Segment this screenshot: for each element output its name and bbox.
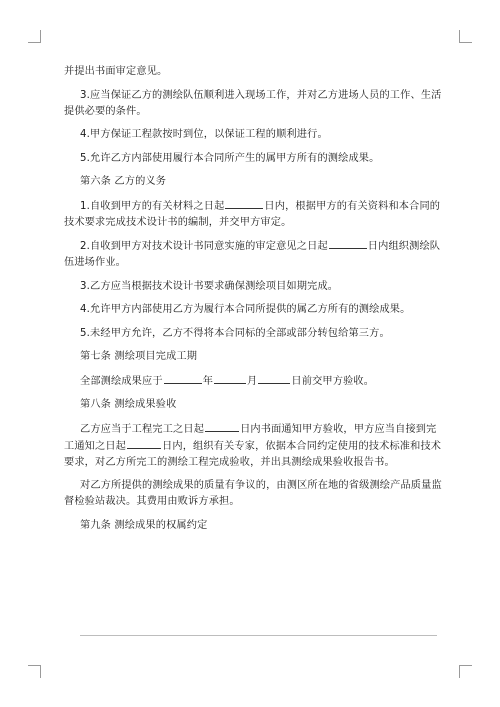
text: 并提出书面审定意见。 bbox=[64, 66, 168, 77]
blank-days-3[interactable] bbox=[205, 421, 239, 432]
blank-month[interactable] bbox=[214, 373, 246, 384]
blank-days-2[interactable] bbox=[329, 238, 367, 249]
text: 第八条 测绘成果验收 bbox=[80, 399, 177, 410]
blank-day[interactable] bbox=[258, 373, 290, 384]
text: 2.自收到甲方对技术设计书同意实施的审定意见之日起 bbox=[80, 241, 328, 252]
crop-mark-bottom-left bbox=[28, 665, 41, 678]
paragraph-6-2 bbox=[64, 238, 442, 271]
paragraph-6-5 bbox=[64, 326, 442, 342]
paragraph-6-1 bbox=[64, 198, 442, 231]
paragraph-7 bbox=[64, 373, 442, 390]
text: 对乙方所提供的测绘成果的质量有争议的，由测区所在地的省级测绘产品质量监督检验站裁决。其费用由败诉方承担。 bbox=[64, 480, 442, 507]
blank-days-4[interactable] bbox=[127, 438, 161, 449]
text: 月 bbox=[247, 375, 258, 387]
text: 5.未经甲方允许，乙方不得将本合同标的全部或部分转包给第三方。 bbox=[80, 327, 390, 339]
text: 日内，组织有关专家，依据本合同约定使用的技术标准和技术要求，对乙方所完工的测绘工程完成验收，并出具测绘成果验收报告书。 bbox=[64, 440, 442, 468]
blank-year[interactable] bbox=[164, 373, 202, 384]
article-9-heading bbox=[64, 518, 442, 534]
crop-mark-top-left bbox=[28, 30, 41, 43]
text: 日内，根据甲方的有关资料和本合同的技术要求完成技术设计书的编制，并交甲方审定。 bbox=[64, 200, 441, 228]
text: 4.允许甲方内部使用乙方为履行本合同所提供的属乙方所有的测绘成果。 bbox=[80, 304, 411, 315]
text: 日内书面通知甲方验收，甲方应当自接到完工通知之日起 bbox=[64, 423, 437, 452]
paragraph-5-4 bbox=[64, 127, 442, 143]
text: 3.应当保证乙方的测绘队伍顺利进入现场工作，并对乙方进场人员的工作、生活提供必要的条件。 bbox=[64, 89, 442, 117]
document-body bbox=[64, 64, 442, 541]
text: 1.自收到甲方的有关材料之日起 bbox=[80, 200, 225, 212]
text: 3.乙方应当根据技术设计书要求确保测绘项目如期完成。 bbox=[80, 280, 339, 292]
text: 日内组织测绘队伍进场作业。 bbox=[64, 241, 441, 268]
article-8-heading bbox=[64, 397, 442, 413]
article-6-heading bbox=[64, 174, 442, 190]
text: 4.甲方保证工程款按时到位，以保证工程的顺利进行。 bbox=[80, 129, 328, 140]
crop-mark-top-right bbox=[459, 30, 472, 43]
text: 乙方应当于工程完工之日起 bbox=[80, 423, 205, 435]
paragraph-6-3 bbox=[64, 279, 442, 295]
text: 全部测绘成果应于 bbox=[80, 375, 163, 387]
paragraph-8-2 bbox=[64, 478, 442, 510]
crop-mark-bottom-right bbox=[459, 665, 472, 678]
article-7-heading bbox=[64, 349, 442, 365]
text: 日前交甲方验收。 bbox=[291, 375, 375, 387]
text: 5.允许乙方内部使用履行本合同所产生的属甲方所有的测绘成果。 bbox=[80, 152, 380, 164]
text: 年 bbox=[202, 375, 214, 387]
text: 第九条 测绘成果的权属约定 bbox=[80, 519, 208, 531]
paragraph-6-4 bbox=[64, 302, 442, 318]
paragraph-5-5 bbox=[64, 151, 442, 167]
paragraph-8-1 bbox=[64, 421, 442, 471]
paragraph-5-3 bbox=[64, 88, 442, 120]
text: 第七条 测绘项目完成工期 bbox=[80, 351, 198, 362]
text: 第六条 乙方的义务 bbox=[80, 176, 167, 187]
footer-rule bbox=[80, 635, 437, 636]
paragraph-continued bbox=[64, 64, 442, 80]
blank-days-1[interactable] bbox=[225, 198, 263, 209]
